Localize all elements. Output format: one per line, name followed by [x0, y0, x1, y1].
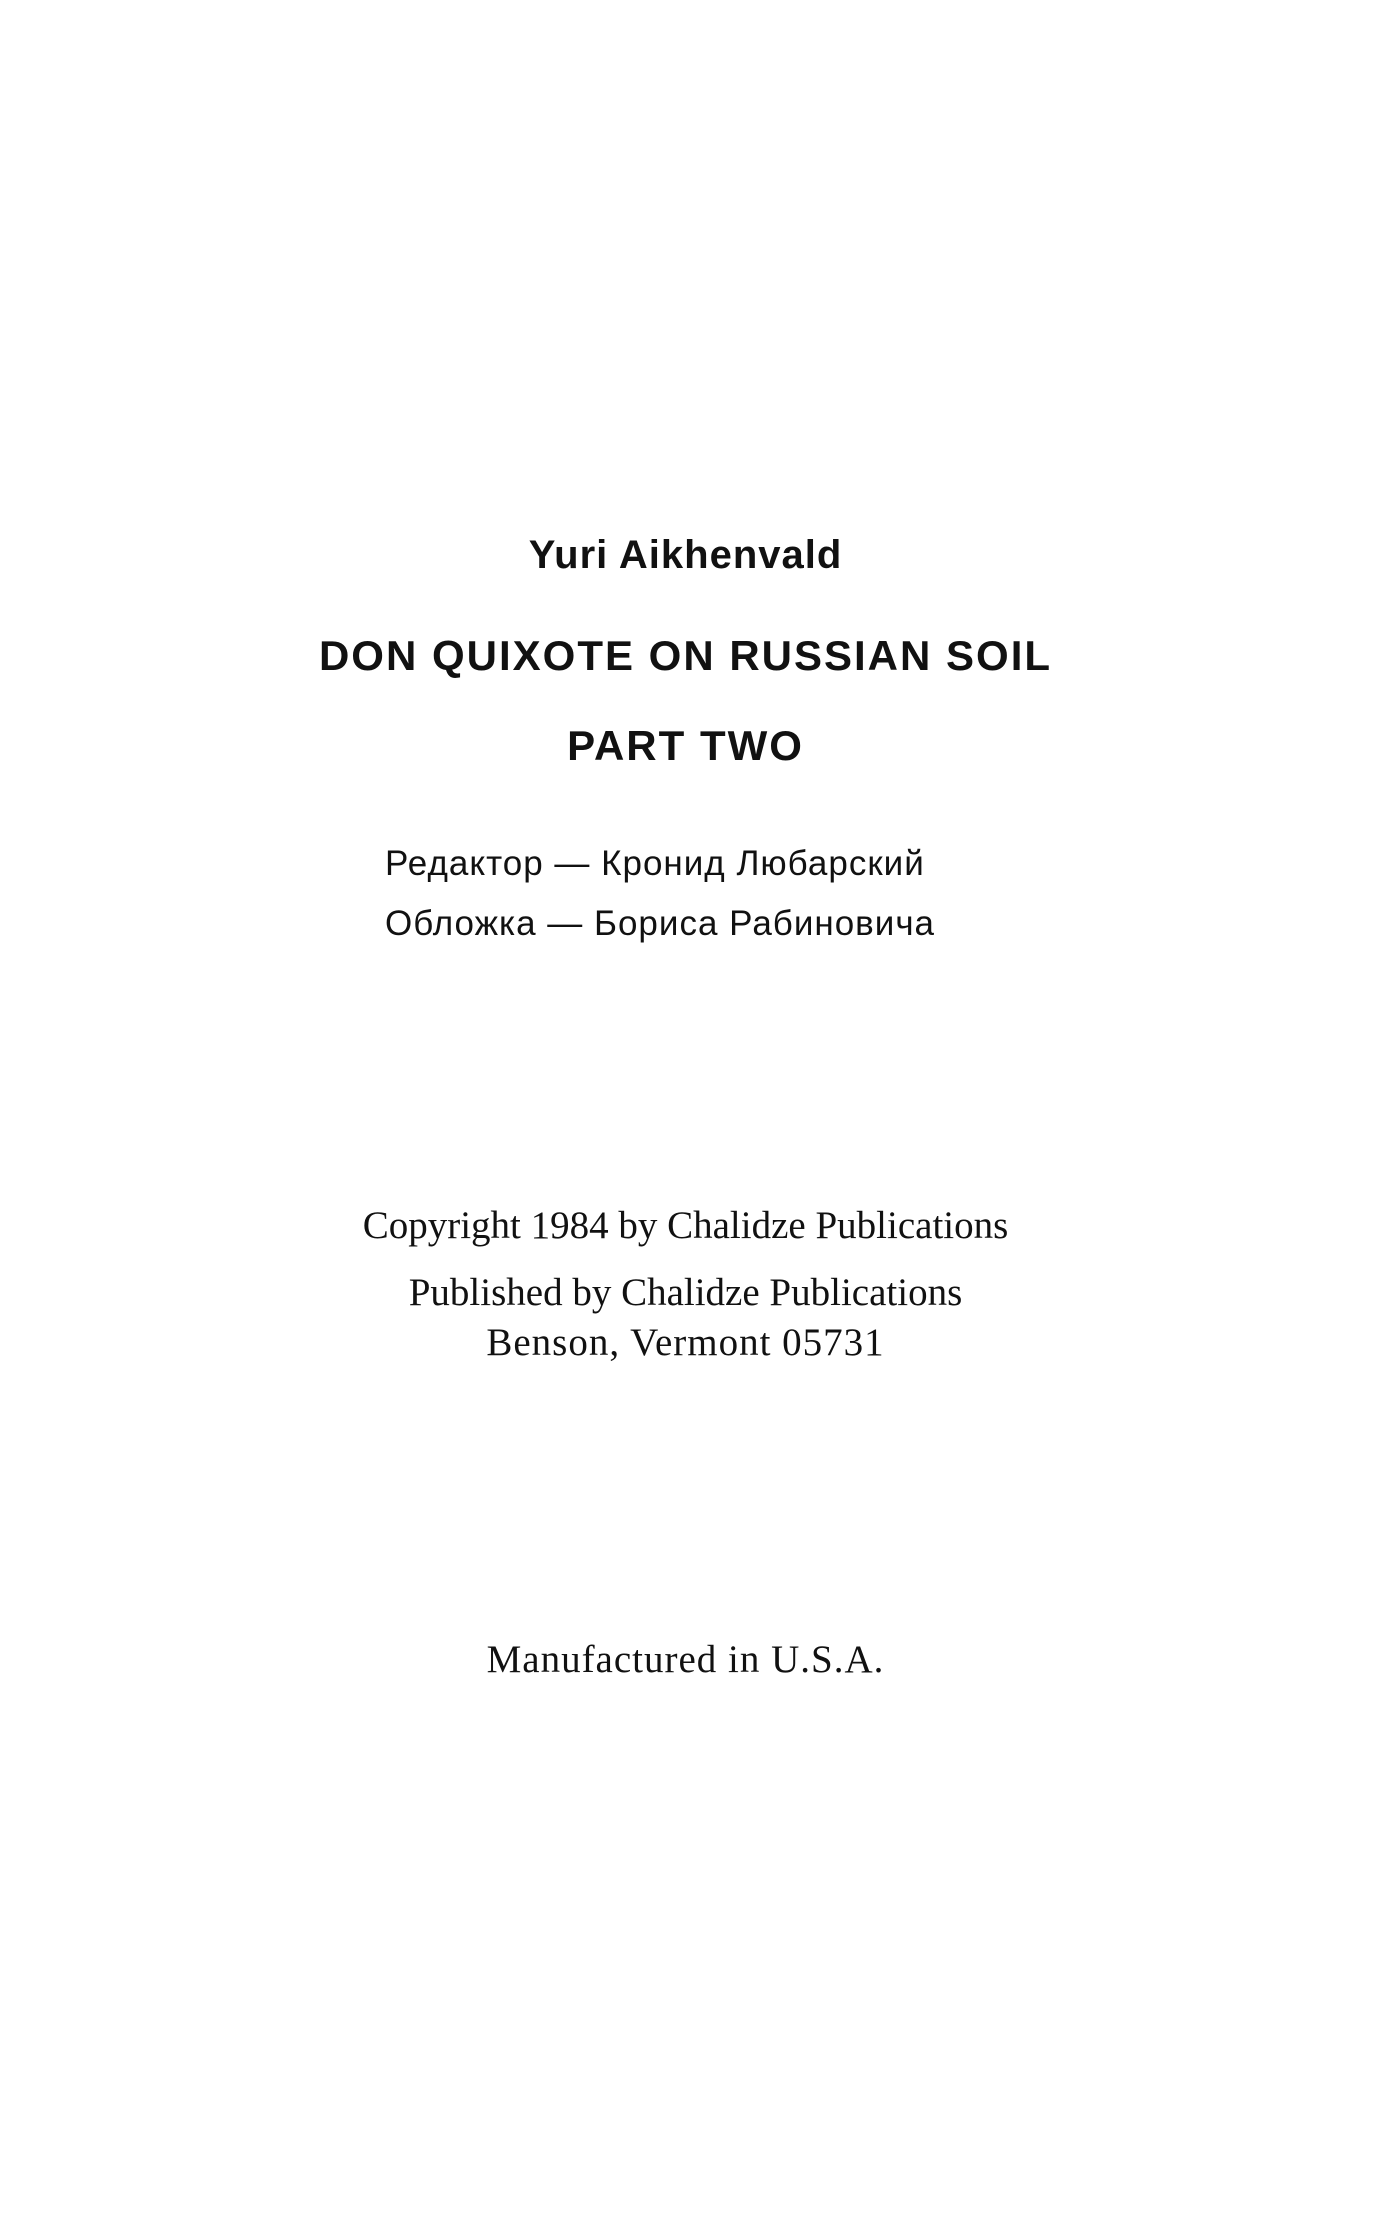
- copyright-notice: Copyright 1984 by Chalidze Publications: [362, 1204, 1009, 1247]
- credits-block: [385, 842, 935, 962]
- manufactured-notice: Manufactured in U.S.A.: [486, 1638, 885, 1681]
- cover-credit: Обложка — Бориса Рабиновича: [385, 904, 936, 943]
- publisher-line: Published by Chalidze Publications: [408, 1271, 963, 1314]
- author-name: Yuri Aikhenvald: [528, 533, 843, 577]
- part-label: PART TWO: [567, 722, 804, 769]
- publisher-address: Benson, Vermont 05731: [486, 1321, 885, 1364]
- book-title: DON QUIXOTE ON RUSSIAN SOIL: [318, 632, 1053, 679]
- editor-credit: Редактор — Кронид Любарский: [385, 844, 925, 883]
